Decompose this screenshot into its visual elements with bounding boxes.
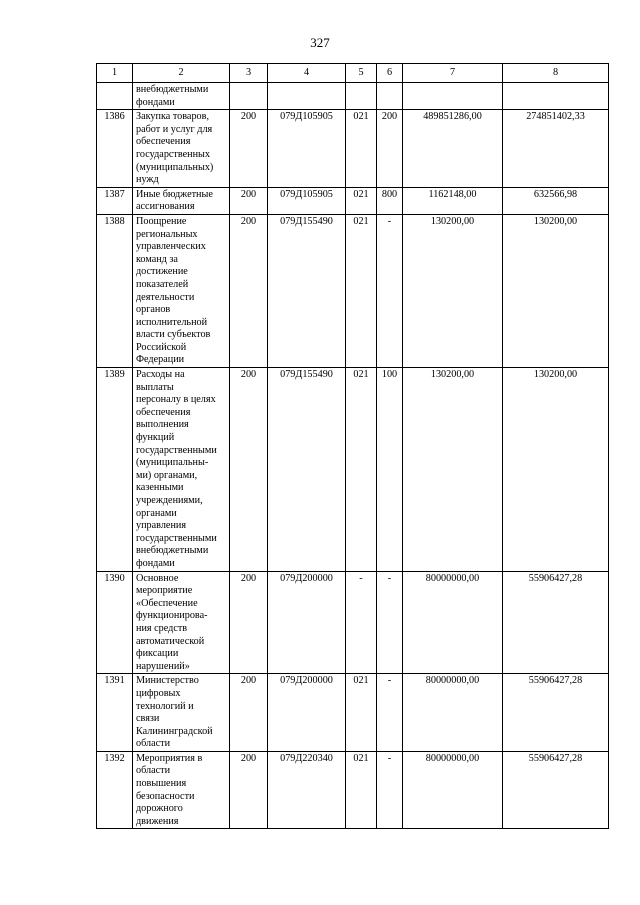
column-header: 6: [377, 64, 403, 83]
item-name-line: нужд: [136, 174, 159, 186]
section-code-cell: -: [346, 571, 377, 674]
item-name-line: функционирова-: [136, 610, 208, 622]
item-name-line: Расходы на: [136, 369, 185, 381]
expense-type-cell: -: [377, 751, 403, 829]
executed-amount-cell: 55906427,28: [503, 571, 609, 674]
row-number-cell: 1386: [97, 110, 133, 188]
row-number-cell: 1387: [97, 187, 133, 214]
column-header: 3: [230, 64, 268, 83]
table-row: [97, 110, 609, 188]
executed-amount-cell: 55906427,28: [503, 751, 609, 829]
item-name-line: региональных: [136, 228, 198, 240]
target-article-cell: 079Д105905: [268, 110, 346, 188]
row-number-cell: 1391: [97, 674, 133, 752]
item-name-line: нарушений»: [136, 660, 190, 672]
target-article-cell: 079Д200000: [268, 674, 346, 752]
item-name-line: выплаты: [136, 381, 174, 393]
item-name-line: безопасности: [136, 790, 195, 802]
item-name-line: Поощрение: [136, 215, 187, 227]
item-name-line: ассигнования: [136, 201, 195, 213]
planned-amount-cell: 130200,00: [403, 214, 503, 367]
expense-type-cell: -: [377, 214, 403, 367]
item-name-cell: [133, 751, 230, 829]
item-name-line: Иные бюджетные: [136, 188, 213, 200]
item-name-line: фондами: [136, 96, 175, 108]
item-name-line: автоматической: [136, 635, 205, 647]
expense-type-cell: 100: [377, 368, 403, 572]
item-name-line: фиксации: [136, 648, 179, 660]
item-name-cell: [133, 368, 230, 572]
section-code-cell: 021: [346, 751, 377, 829]
expense-type-cell: -: [377, 674, 403, 752]
item-name-line: мероприятие: [136, 585, 193, 597]
table-row: [97, 674, 609, 752]
target-article-cell: 079Д220340: [268, 751, 346, 829]
admin-code-cell: 200: [230, 751, 268, 829]
section-code-cell: 021: [346, 110, 377, 188]
item-name-line: повышения: [136, 778, 187, 790]
admin-code-cell: 200: [230, 187, 268, 214]
admin-code-cell: 200: [230, 674, 268, 752]
item-name-line: ми) органами,: [136, 469, 198, 481]
target-article-cell: 079Д105905: [268, 187, 346, 214]
admin-code-cell: [230, 83, 268, 110]
planned-amount-cell: 489851286,00: [403, 110, 503, 188]
item-name-line: показателей: [136, 278, 189, 290]
planned-amount-cell: 1162148,00: [403, 187, 503, 214]
item-name-line: государственными: [136, 532, 217, 544]
executed-amount-cell: 55906427,28: [503, 674, 609, 752]
item-name-line: управления: [136, 520, 187, 532]
item-name-line: цифровых: [136, 687, 181, 699]
item-name-line: обеспечения: [136, 406, 191, 418]
item-name-cell: [133, 214, 230, 367]
item-name-line: (муниципальны-: [136, 457, 209, 469]
section-code-cell: 021: [346, 368, 377, 572]
column-header: 5: [346, 64, 377, 83]
expense-type-cell: -: [377, 571, 403, 674]
item-name-line: государственных: [136, 148, 210, 160]
item-name-line: выполнения: [136, 419, 189, 431]
planned-amount-cell: 80000000,00: [403, 674, 503, 752]
target-article-cell: [268, 83, 346, 110]
section-code-cell: 021: [346, 187, 377, 214]
item-name-line: команд за: [136, 253, 178, 265]
item-name-cell: [133, 571, 230, 674]
admin-code-cell: 200: [230, 110, 268, 188]
item-name-cell: [133, 674, 230, 752]
budget-table: [96, 63, 609, 829]
target-article-cell: 079Д155490: [268, 368, 346, 572]
column-header: 1: [97, 64, 133, 83]
item-name-line: органами: [136, 507, 177, 519]
item-name-line: связи: [136, 713, 160, 725]
admin-code-cell: 200: [230, 214, 268, 367]
planned-amount-cell: 130200,00: [403, 368, 503, 572]
item-name-line: государственными: [136, 444, 217, 456]
item-name-line: внебюджетными: [136, 84, 209, 95]
item-name-line: движения: [136, 815, 179, 827]
planned-amount-cell: 80000000,00: [403, 751, 503, 829]
column-header: 2: [133, 64, 230, 83]
table-row: [97, 751, 609, 829]
item-name-line: функций: [136, 432, 175, 444]
expense-type-cell: [377, 83, 403, 110]
item-name-cell: [133, 110, 230, 188]
item-name-line: области: [136, 765, 171, 777]
expense-type-cell: 800: [377, 187, 403, 214]
item-name-line: внебюджетными: [136, 545, 209, 557]
item-name-line: Калининградской: [136, 725, 213, 737]
column-header: 4: [268, 64, 346, 83]
item-name-cell: [133, 83, 230, 110]
section-code-cell: 021: [346, 214, 377, 367]
row-number-cell: [97, 83, 133, 110]
item-name-line: «Обеспечение: [136, 597, 198, 609]
item-name-line: обеспечения: [136, 136, 191, 148]
executed-amount-cell: 274851402,33: [503, 110, 609, 188]
row-number-cell: 1390: [97, 571, 133, 674]
item-name-line: управленческих: [136, 241, 206, 253]
table-row: [97, 83, 609, 110]
item-name-line: дорожного: [136, 803, 183, 815]
column-header: 8: [503, 64, 609, 83]
row-number-cell: 1389: [97, 368, 133, 572]
table-row: [97, 187, 609, 214]
table-row: [97, 214, 609, 367]
item-name-line: Мероприятия в: [136, 752, 203, 764]
item-name-line: Федерации: [136, 354, 185, 366]
planned-amount-cell: [403, 83, 503, 110]
item-name-line: Закупка товаров,: [136, 111, 209, 123]
item-name-line: ния средств: [136, 622, 188, 634]
item-name-line: фондами: [136, 557, 175, 569]
item-name-line: исполнительной: [136, 316, 208, 328]
row-number-cell: 1388: [97, 214, 133, 367]
item-name-line: персоналу в целях: [136, 394, 216, 406]
table-row: [97, 571, 609, 674]
item-name-cell: [133, 187, 230, 214]
executed-amount-cell: 130200,00: [503, 368, 609, 572]
item-name-line: Основное: [136, 572, 179, 584]
section-code-cell: [346, 83, 377, 110]
item-name-line: области: [136, 738, 171, 750]
target-article-cell: 079Д200000: [268, 571, 346, 674]
section-code-cell: 021: [346, 674, 377, 752]
item-name-line: достижение: [136, 266, 188, 278]
table-header-row: [97, 64, 609, 83]
item-name-line: работ и услуг для: [136, 123, 213, 135]
planned-amount-cell: 80000000,00: [403, 571, 503, 674]
page-number: 327: [310, 35, 330, 50]
item-name-line: Министерство: [136, 675, 199, 687]
row-number-cell: 1392: [97, 751, 133, 829]
item-name-line: казенными: [136, 482, 184, 494]
expense-type-cell: 200: [377, 110, 403, 188]
table-row: [97, 368, 609, 572]
item-name-line: учреждениями,: [136, 495, 203, 506]
item-name-line: органов: [136, 304, 171, 316]
column-header: 7: [403, 64, 503, 83]
executed-amount-cell: 632566,98: [503, 187, 609, 214]
executed-amount-cell: [503, 83, 609, 110]
item-name-line: (муниципальных): [136, 161, 214, 173]
item-name-line: власти субъектов: [136, 329, 211, 341]
executed-amount-cell: 130200,00: [503, 214, 609, 367]
item-name-line: технологий и: [136, 700, 194, 712]
admin-code-cell: 200: [230, 571, 268, 674]
item-name-line: Российской: [136, 341, 187, 353]
admin-code-cell: 200: [230, 368, 268, 572]
item-name-line: деятельности: [136, 291, 195, 303]
target-article-cell: 079Д155490: [268, 214, 346, 367]
